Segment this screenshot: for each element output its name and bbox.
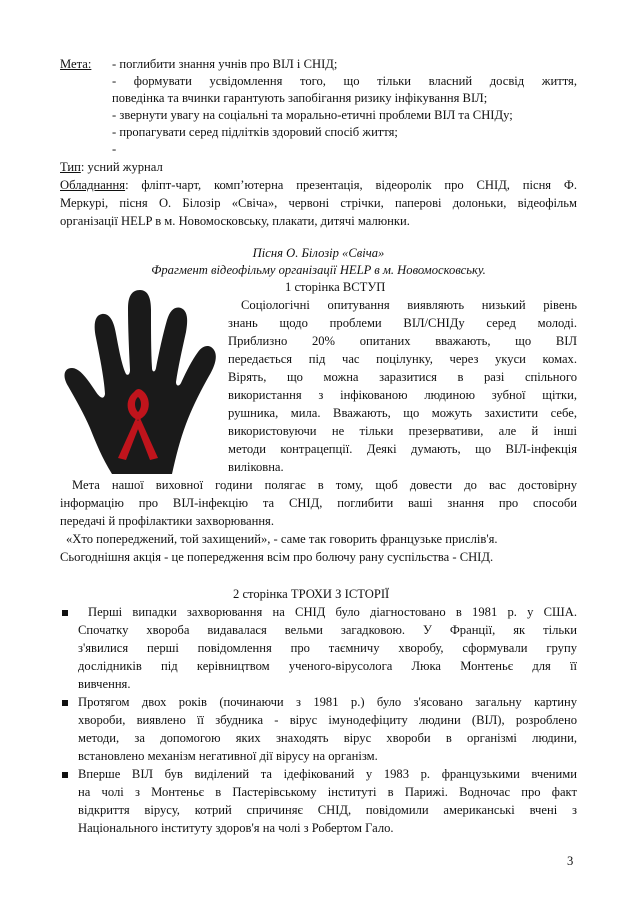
history-bullet-1-line-2: Спочатку хвороба видавалася вельми загадковою. У Франції, як тільки	[78, 623, 577, 637]
history-bullet-3-line-1: Вперше ВІЛ був виділений та ідефікований у 1983 р. французькими вченими	[78, 767, 577, 781]
aim-item-1: - поглибити знання учнів про ВІЛ і СНІД;	[112, 57, 338, 71]
page-number: 3	[567, 854, 574, 868]
aim-item-2: - формувати усвідомлення того, що тільки власний досвід життя,	[112, 74, 577, 88]
page1-para-line-2: знань щодо проблеми ВІЛ/СНІДу серед молоді.	[228, 316, 577, 330]
bullet-marker	[62, 772, 68, 778]
page1-para-line-10: виліковна.	[228, 460, 284, 474]
black-hand-red-ribbon-icon	[60, 288, 222, 478]
equipment-line-2: Меркурі, пісня О. Білозір «Свіча», червоні стрічки, паперові долоньки, відеофільм	[60, 196, 577, 210]
hand-shape	[65, 290, 216, 474]
page1-para-line-7: рушника, мила. Вважають, що можуть захистити себе,	[228, 406, 577, 420]
aim-item-2-cont: поведінка та вчинки гарантують запобігання ризику інфікування ВІЛ;	[112, 91, 488, 105]
aim-item-3: - звернути увагу на соціальні та морально-етичні проблеми ВІЛ та СНІДу;	[112, 108, 513, 122]
history-bullet-3-line-3: відкриття вірусу, котрий спричиняє СНІД, повідомили американські вчені з	[78, 803, 577, 817]
bullet-marker	[62, 700, 68, 706]
equipment-text-1: : фліпт-чарт, комп’ютерна презентація, відеоролік про СНІД, пісня Ф.	[125, 178, 577, 192]
equipment-line-1	[60, 177, 577, 193]
page1-para-line-8: використовуючи не тільки презервативи, але й інші	[228, 424, 577, 438]
page1-proverb-line-2: Сьогоднішня акція - це попередження всім про болючу рану суспільства - СНІД.	[60, 550, 494, 564]
type-text: : усний журнал	[80, 160, 163, 174]
aim-item-5: -	[112, 142, 117, 156]
type-line	[60, 159, 163, 175]
page1-para-line-1: Соціологічні опитування виявляють низький рівень	[241, 298, 577, 312]
page1-proverb-line-1: «Хто попереджений, той захищений», - саме так говорить французьке прислів'я.	[66, 532, 498, 546]
history-bullet-1-line-5: вивчення.	[78, 677, 131, 691]
history-bullet-3-line-2: на чолі з Монтеньє в Пастерівському інституті в Парижі. Водночас про факт	[78, 785, 577, 799]
page1-para-line-4: передається під час поцілунку, через укуси комах.	[228, 352, 577, 366]
page1-heading: 1 сторінка ВСТУП	[285, 280, 386, 294]
page2-heading: 2 сторінка ТРОХИ З ІСТОРІЇ	[233, 587, 390, 601]
history-bullet-2-line-2: хвороби, виявлено її збудника - вірус імунодефіциту людини (ВІЛ), розроблено	[78, 713, 577, 727]
history-bullet-2-line-3: методи, за допомогою яких знаходять вірус хвороби в організмі людини,	[78, 731, 577, 745]
history-bullet-2-line-1: Протягом двох років (починаючи з 1981 р.) було з'ясовано загальну картину	[78, 695, 577, 709]
song-line: Пісня О. Білозір «Свіча»	[252, 246, 385, 260]
history-bullet-3-line-4: Національного інституту здоров'я на чолі з Робертом Гало.	[78, 821, 394, 835]
page1-para-line-9: методи контрацепції. Деякі думають, що ВІЛ-інфекція	[228, 442, 577, 456]
type-label: Тип	[60, 160, 81, 174]
aim-label: Мета:	[60, 57, 92, 71]
page1-aim-line-3: передачі й профілактики захворювання.	[60, 514, 274, 528]
aim-item-4: - пропагувати серед підлітків здоровий спосіб життя;	[112, 125, 398, 139]
page1-aim-line-1: Мета нашої виховної години полягає в тому, щоб довести до вас достовірну	[72, 478, 577, 492]
equipment-label: Обладнання	[60, 178, 126, 192]
history-bullet-1-line-4: дослідників під керівництвом ученого-вірусолога Люка Монтеньє для її	[78, 659, 577, 673]
page1-para-line-3: Приблизно 20% опитаних вважають, що ВІЛ	[228, 334, 577, 348]
page1-para-line-6: використання з інфікованою людиною зубної щітки,	[228, 388, 577, 402]
history-bullet-1-line-3: з'явилися перші повідомлення про таємничу хворобу, сформували групу	[78, 641, 577, 655]
history-bullet-1-line-1: Перші випадки захворювання на СНІД було діагностовано в 1981 р. у США.	[88, 605, 577, 619]
bullet-marker	[62, 610, 68, 616]
page1-aim-line-2: інформацію про ВІЛ-інфекцію та СНІД, поглибити ваші знання про способи	[60, 496, 577, 510]
page1-para-line-5: Вірять, що можна заразитися в разі спільного	[228, 370, 577, 384]
film-line: Фрагмент відеофільму організації HELP в м. Новомосковську.	[151, 263, 486, 277]
equipment-line-3: організації HELP в м. Новомосковську, плакати, дитячі малюнки.	[60, 214, 410, 228]
history-bullet-2-line-4: встановлено механізм негативної дії вірусу на організм.	[78, 749, 378, 763]
